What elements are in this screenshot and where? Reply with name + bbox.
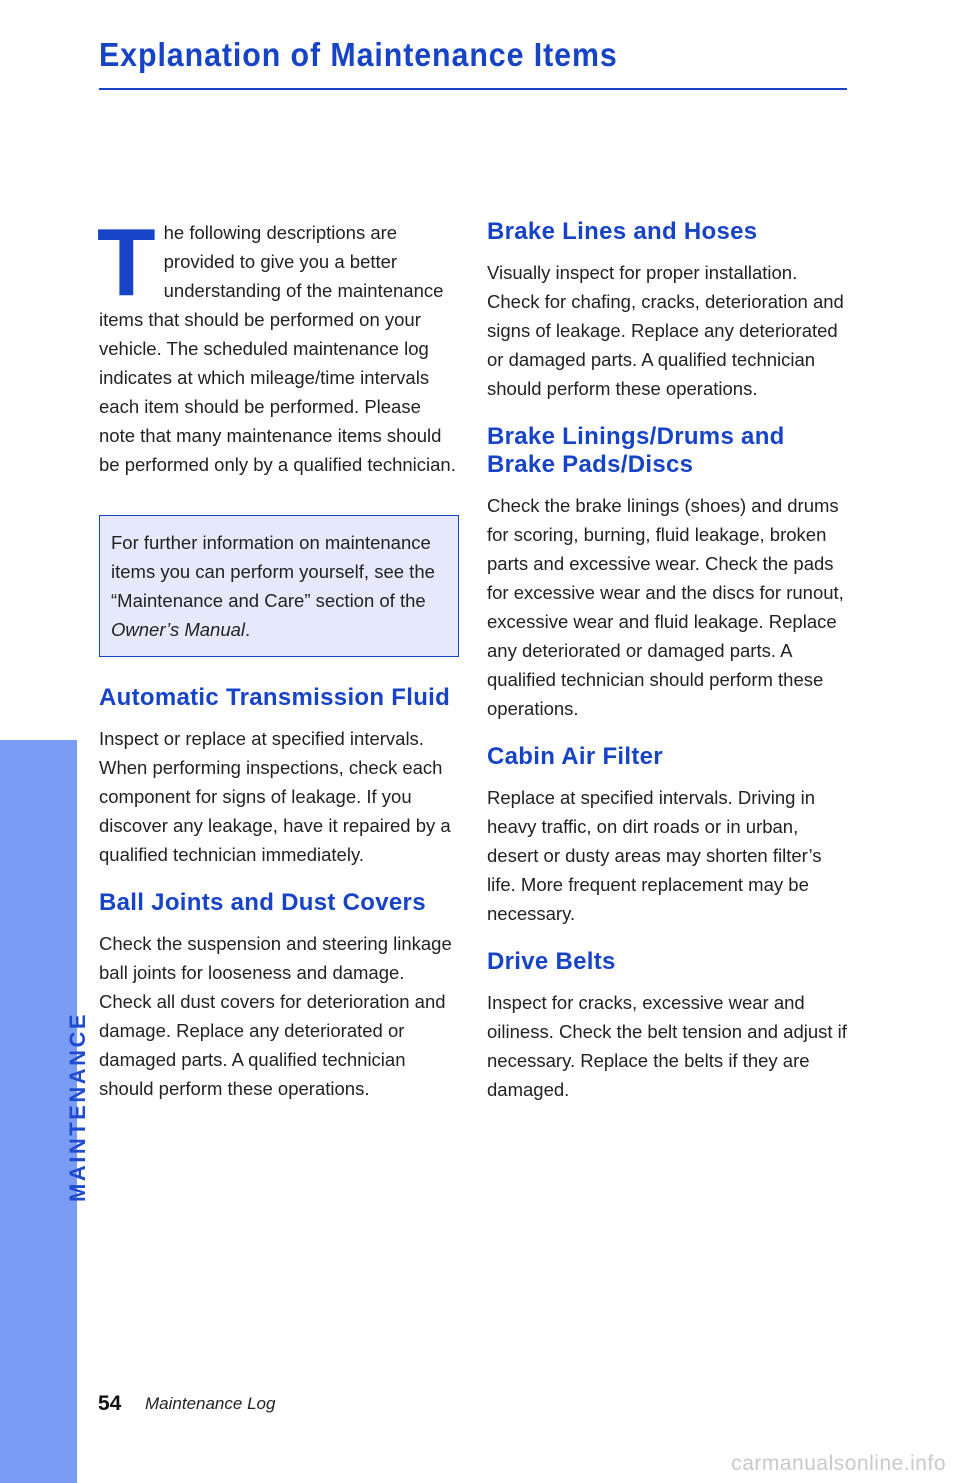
section-heading-transmission-fluid: Automatic Transmission Fluid — [99, 684, 451, 711]
note-box — [99, 515, 459, 657]
note-manual-title: Owner’s Manual — [111, 619, 246, 640]
note-end: . — [245, 619, 251, 640]
intro-paragraph — [97, 209, 457, 479]
intro-text: he following descriptions are provided to give you a better understanding of the maintenance items that should be performed on your vehicle. The scheduled maintenance log indicates at which mileage/time intervals each item should be performed. Please note that many maintenance items should be performed only by a qualified technician. — [99, 222, 456, 475]
page-title: Explanation of Maintenance Items — [99, 36, 618, 73]
section-body-ball-joints: Check the suspension and steering linkage ball joints for looseness and damage. Check all dust covers for deterioration and damage. Replace any deteriorated or damaged parts. A qualified technician should perform these operations. — [99, 933, 452, 1099]
section-heading-cabin-air-filter: Cabin Air Filter — [487, 743, 663, 770]
section-body-drive-belts: Inspect for cracks, excessive wear and oiliness. Check the belt tension and adjust if necessary. Replace the belts if they are damaged. — [487, 992, 847, 1100]
title-rule — [99, 88, 847, 90]
watermark: carmanualsonline.info — [731, 1452, 946, 1475]
section-heading-drive-belts: Drive Belts — [487, 948, 616, 975]
section-body-brake-linings: Check the brake linings (shoes) and drums for scoring, burning, fluid leakage, broken parts and excessive wear. Check the pads for excessive wear and the discs for runout, excessive wear and fluid leakage. Replace any deteriorated or damaged parts. A qualified technician should perform these operations. — [487, 495, 844, 719]
section-heading-brake-lines: Brake Lines and Hoses — [487, 218, 758, 245]
drop-cap: T — [97, 209, 156, 316]
section-body-transmission-fluid: Inspect or replace at specified intervals. When performing inspections, check each component for signs of leakage. If you discover any leakage, have it repaired by a qualified technician immediately. — [99, 728, 451, 865]
section-body-brake-lines: Visually inspect for proper installation. Check for chafing, cracks, deterioration and signs of leakage. Replace any deteriorated or damaged parts. A qualified technician should perform these operations. — [487, 262, 844, 399]
side-tab-label: MAINTENANCE — [65, 1011, 90, 1202]
section-heading-brake-linings: Brake Linings/Drums and Brake Pads/Discs — [487, 423, 785, 478]
note-body: For further information on maintenance items you can perform yourself, see the “Maintenance and Care” section of the — [111, 532, 435, 611]
left-column — [97, 209, 457, 1103]
section-heading-ball-joints: Ball Joints and Dust Covers — [99, 889, 426, 916]
section-body-cabin-air-filter: Replace at specified intervals. Driving in heavy traffic, on dirt roads or in urban, desert or dusty areas may shorten filter’s life. More frequent replacement may be necessary. — [487, 787, 822, 924]
footer-label: Maintenance Log — [145, 1394, 276, 1413]
right-column — [487, 218, 847, 1104]
note-text — [111, 528, 450, 644]
page-number: 54 — [98, 1392, 122, 1415]
